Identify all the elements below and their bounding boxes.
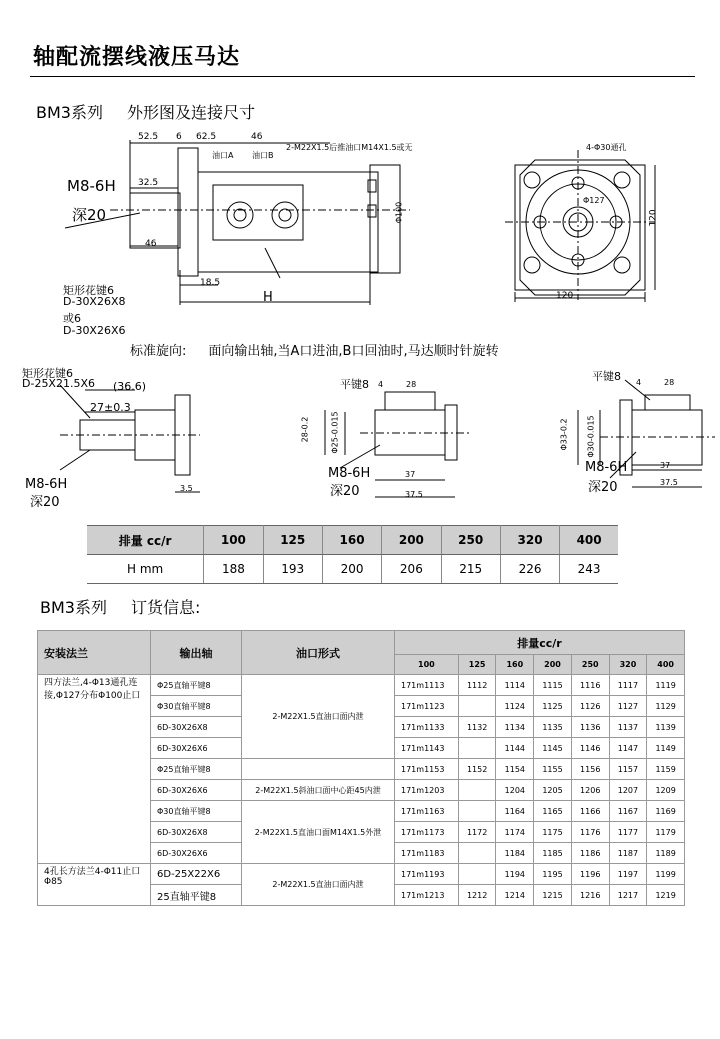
dim-28b: 28 — [664, 378, 675, 387]
thread-m8-4: M8-6H — [585, 460, 628, 475]
order-table — [37, 630, 685, 906]
model-code-cell: 1204 — [496, 780, 534, 801]
model-code-cell: 1126 — [571, 696, 609, 717]
model-code-cell — [458, 864, 496, 885]
model-code-cell: 1179 — [647, 822, 685, 843]
model-code-cell: 1127 — [609, 696, 647, 717]
rotation-note — [130, 340, 521, 359]
model-code-cell: 171m1163 — [395, 801, 459, 822]
header-cell: 100 — [204, 526, 263, 555]
section-name: 外形图及连接尺寸 — [126, 103, 255, 122]
port-note: 2-M22X1.5后推油口M14X1.5或无 — [286, 143, 413, 152]
order-row — [38, 864, 685, 885]
port-cell: 2-M22X1.5直油口面内泄 — [242, 675, 395, 759]
model-code-cell: 1215 — [534, 885, 572, 906]
model-code-cell: 171m1203 — [395, 780, 459, 801]
model-code-cell — [458, 696, 496, 717]
model-code-cell: 1169 — [647, 801, 685, 822]
value-cell: 188 — [204, 555, 263, 584]
model-code-cell: 1166 — [571, 801, 609, 822]
dim-120-height: 120 — [648, 209, 659, 227]
model-code-cell: 1145 — [534, 738, 572, 759]
dim-37: 37 — [405, 470, 416, 479]
dim-46: 46 — [251, 132, 263, 142]
model-code-cell: 1175 — [534, 822, 572, 843]
value-cell: 215 — [441, 555, 500, 584]
model-code-cell: 1116 — [571, 675, 609, 696]
flange-cell: 4孔长方法兰4-Φ11止口Φ85 — [38, 864, 151, 906]
oil-port-b: 油口B — [252, 151, 274, 160]
dim-36-6: (36.6) — [113, 380, 147, 393]
header-port: 油口形式 — [242, 631, 395, 675]
port-cell: 2-M22X1.5直油口面M14X1.5外泄 — [242, 801, 395, 864]
depth-3: 深20 — [330, 484, 360, 499]
dim-18-5: 18.5 — [200, 278, 221, 288]
model-code-cell: 171m1183 — [395, 843, 459, 864]
model-code-cell: 1209 — [647, 780, 685, 801]
model-code-cell: 1159 — [647, 759, 685, 780]
model-code-cell: 171m1143 — [395, 738, 459, 759]
model-code-cell: 171m1213 — [395, 885, 459, 906]
dim-27: 27±0.3 — [90, 401, 131, 414]
model-code-cell: 1157 — [609, 759, 647, 780]
dim-phi30: Φ30-0.015 — [586, 415, 596, 458]
thread-m8-1: M8-6H — [67, 177, 116, 195]
header-shaft: 输出轴 — [151, 631, 242, 675]
model-code-cell: 1216 — [571, 885, 609, 906]
disp-col: 250 — [571, 655, 609, 675]
model-code-cell: 171m1173 — [395, 822, 459, 843]
disp-col: 125 — [458, 655, 496, 675]
model-code-cell: 1197 — [609, 864, 647, 885]
model-code-cell: 1112 — [458, 675, 496, 696]
thread-m8-3: M8-6H — [328, 466, 371, 481]
spline-label-1: 矩形花键6 — [63, 284, 114, 297]
header-displacement: 排量cc/r — [395, 631, 685, 655]
model-code-cell: 1129 — [647, 696, 685, 717]
port-cell — [242, 759, 395, 780]
oil-port-a: 油口A — [212, 151, 234, 160]
shaft-cell: 6D-30X26X6 — [151, 843, 242, 864]
key-label-1: 平键8 — [340, 378, 369, 391]
dim-28-tol: 28-0.2 — [300, 416, 310, 443]
model-code-cell: 1174 — [496, 822, 534, 843]
port-cell: 2-M22X1.5斜油口面中心距45内泄 — [242, 780, 395, 801]
spline-label-2: 矩形花键6 — [22, 367, 73, 380]
shaft-cell: 6D-25X22X6 — [151, 864, 242, 885]
model-code-cell: 1194 — [496, 864, 534, 885]
value-cell: 193 — [263, 555, 322, 584]
model-code-cell: 1212 — [458, 885, 496, 906]
model-code-cell: 1146 — [571, 738, 609, 759]
model-code-cell: 1144 — [496, 738, 534, 759]
model-code-cell: 1154 — [496, 759, 534, 780]
header-cell: 200 — [382, 526, 441, 555]
dim-4b: 4 — [636, 378, 642, 387]
model-code-cell: 1119 — [647, 675, 685, 696]
model-code-cell: 1134 — [496, 717, 534, 738]
disp-col: 320 — [609, 655, 647, 675]
depth-2: 深20 — [30, 495, 60, 510]
displacement-table — [87, 525, 618, 584]
model-code-cell: 1135 — [534, 717, 572, 738]
dim-37-5: 37.5 — [405, 490, 423, 499]
model-code-cell: 1206 — [571, 780, 609, 801]
dim-3-5: 3.5 — [180, 484, 193, 493]
dim-phi100: Φ100 — [394, 201, 404, 224]
dim-phi25: Φ25-0.015 — [330, 411, 340, 454]
shaft-cell: 6D-30X26X8 — [151, 717, 242, 738]
header-cell: 320 — [500, 526, 559, 555]
disp-col: 160 — [496, 655, 534, 675]
dim-46b: 46 — [145, 239, 157, 249]
displacement-value-row — [87, 555, 618, 584]
header-cell: 排量 cc/r — [87, 526, 204, 555]
value-cell: 243 — [560, 555, 618, 584]
model-code-cell: 1164 — [496, 801, 534, 822]
series-label: BM3系列 — [40, 598, 107, 617]
model-code-cell — [458, 738, 496, 759]
shaft-cell: 6D-30X26X6 — [151, 738, 242, 759]
model-code-cell: 1217 — [609, 885, 647, 906]
model-code-cell: 1196 — [571, 864, 609, 885]
series-label: BM3系列 — [36, 103, 103, 122]
model-code-cell: 1125 — [534, 696, 572, 717]
model-code-cell — [458, 780, 496, 801]
model-code-cell: 171m1123 — [395, 696, 459, 717]
model-code-cell: 1114 — [496, 675, 534, 696]
dim-52-5: 52.5 — [138, 132, 159, 142]
model-code-cell: 1207 — [609, 780, 647, 801]
model-code-cell: 171m1193 — [395, 864, 459, 885]
disp-col: 200 — [534, 655, 572, 675]
model-code-cell: 1219 — [647, 885, 685, 906]
header-cell: 250 — [441, 526, 500, 555]
port-cell: 2-M22X1.5直油口面内泄 — [242, 864, 395, 906]
model-code-cell: 1176 — [571, 822, 609, 843]
shaft-cell: 6D-30X26X8 — [151, 822, 242, 843]
depth-1: 深20 — [72, 206, 107, 224]
dim-28: 28 — [406, 380, 417, 389]
displacement-header-row — [87, 526, 618, 555]
shaft-cell: Φ25直轴平键8 — [151, 675, 242, 696]
model-code-cell: 1199 — [647, 864, 685, 885]
spline-spec-1: D-30X26X8 — [63, 295, 126, 308]
order-row — [38, 675, 685, 696]
model-code-cell: 1185 — [534, 843, 572, 864]
phi127-label: Φ127 — [583, 196, 605, 205]
dim-phi33: Φ33-0.2 — [559, 418, 569, 451]
model-code-cell: 1156 — [571, 759, 609, 780]
model-code-cell: 1117 — [609, 675, 647, 696]
spline-or: 或6 — [63, 312, 81, 325]
model-code-cell: 1152 — [458, 759, 496, 780]
shaft-cell: 25直轴平键8 — [151, 885, 242, 906]
header-cell: 400 — [560, 526, 618, 555]
thread-m8-2: M8-6H — [25, 477, 68, 492]
dim-62-5: 62.5 — [196, 132, 217, 142]
value-cell: 226 — [500, 555, 559, 584]
model-code-cell: 1205 — [534, 780, 572, 801]
shaft-cell: Φ25直轴平键8 — [151, 759, 242, 780]
flange-cell: 四方法兰,4-Φ13通孔连接,Φ127分布Φ100止口 — [38, 675, 151, 864]
dim-37b: 37 — [660, 461, 671, 470]
key-label-2: 平键8 — [592, 370, 621, 383]
model-code-cell: 1177 — [609, 822, 647, 843]
disp-col: 400 — [647, 655, 685, 675]
model-code-cell — [458, 801, 496, 822]
model-code-cell: 1189 — [647, 843, 685, 864]
model-code-cell: 1124 — [496, 696, 534, 717]
rotation-text: 面向输出轴,当A口进油,B口回油时,马达顺时针旋转 — [208, 344, 499, 359]
model-code-cell: 1214 — [496, 885, 534, 906]
model-code-cell: 1132 — [458, 717, 496, 738]
dim-32-5: 32.5 — [138, 178, 159, 188]
model-code-cell: 1186 — [571, 843, 609, 864]
shaft-cell: Φ30直轴平键8 — [151, 696, 242, 717]
section-heading-order — [40, 595, 224, 618]
value-cell: 206 — [382, 555, 441, 584]
header-cell: 160 — [322, 526, 381, 555]
model-code-cell: 1172 — [458, 822, 496, 843]
model-code-cell: 1147 — [609, 738, 647, 759]
dim-h: H — [263, 290, 273, 305]
depth-4: 深20 — [588, 480, 618, 495]
value-cell: 200 — [322, 555, 381, 584]
model-code-cell: 1115 — [534, 675, 572, 696]
spline-spec-2: D-30X26X6 — [63, 324, 126, 337]
model-code-cell: 171m1133 — [395, 717, 459, 738]
page-title: 轴配流摆线液压马达 — [33, 45, 241, 70]
model-code-cell: 1195 — [534, 864, 572, 885]
dim-6: 6 — [176, 132, 182, 142]
model-code-cell: 1187 — [609, 843, 647, 864]
header-cell: 125 — [263, 526, 322, 555]
model-code-cell: 171m1153 — [395, 759, 459, 780]
header-flange: 安装法兰 — [38, 631, 151, 675]
value-cell: H mm — [87, 555, 204, 584]
shaft-cell: 6D-30X26X6 — [151, 780, 242, 801]
model-code-cell: 1165 — [534, 801, 572, 822]
model-code-cell: 1184 — [496, 843, 534, 864]
model-code-cell: 1155 — [534, 759, 572, 780]
shaft-cell: Φ30直轴平键8 — [151, 801, 242, 822]
section-name: 订货信息: — [130, 598, 201, 617]
dim-37-5b: 37.5 — [660, 478, 678, 487]
holes-note: 4-Φ30通孔 — [586, 143, 627, 152]
dim-120-width: 120 — [556, 291, 574, 301]
model-code-cell: 1149 — [647, 738, 685, 759]
model-code-cell: 1137 — [609, 717, 647, 738]
model-code-cell: 1167 — [609, 801, 647, 822]
model-code-cell: 1136 — [571, 717, 609, 738]
dim-4: 4 — [378, 380, 384, 389]
disp-col: 100 — [395, 655, 459, 675]
model-code-cell: 171m1113 — [395, 675, 459, 696]
model-code-cell — [458, 843, 496, 864]
spline-spec-3: D-25X21.5X6 — [22, 377, 95, 390]
model-code-cell: 1139 — [647, 717, 685, 738]
rotation-label: 标准旋向: — [130, 344, 187, 359]
